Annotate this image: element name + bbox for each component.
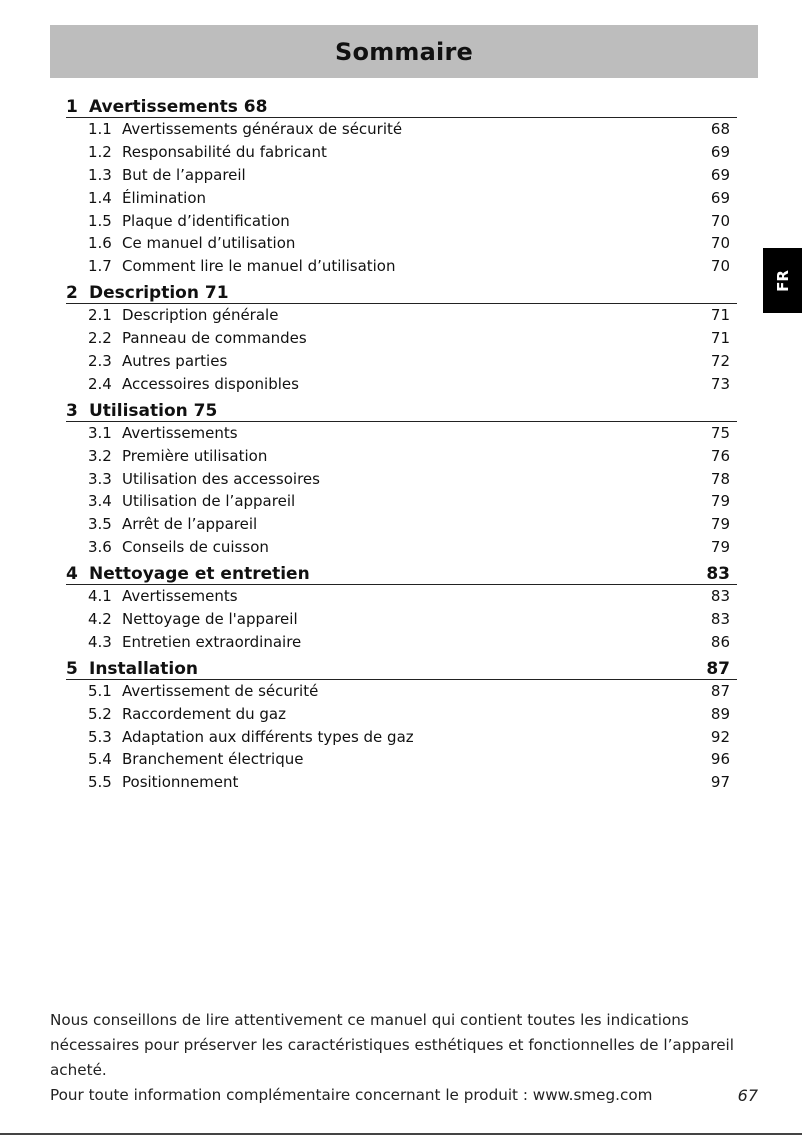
toc-entry-page: 87	[710, 681, 730, 700]
toc-entry-label: Plaque d’identification	[122, 211, 290, 230]
toc-entry-label-group	[88, 513, 257, 536]
section-number: 5	[66, 658, 78, 679]
toc-entry-label: Avertissement de sécurité	[122, 681, 319, 700]
toc-entry-number: 1.1	[88, 120, 112, 138]
toc-entry-number: 5.2	[88, 704, 112, 723]
toc-entry-page: 69	[710, 188, 730, 207]
toc-entry-page: 79	[710, 492, 730, 511]
language-tab-label: FR	[773, 269, 792, 292]
section-items	[66, 304, 737, 396]
toc-entry-label: Adaptation aux différents types de gaz	[122, 727, 414, 746]
toc-entry-number: 1.7	[88, 257, 112, 276]
toc-entry-label-group	[88, 726, 414, 749]
toc-entry[interactable]	[88, 748, 730, 771]
toc-entry-label-group	[88, 304, 278, 327]
footer-contact: Pour toute information complémentaire concernant le produit : www.smeg.com	[50, 1086, 653, 1104]
section-heading[interactable]	[66, 559, 737, 585]
toc-entry[interactable]	[88, 445, 730, 468]
toc-entry-label: Première utilisation	[122, 446, 268, 465]
toc-entry-number: 4.3	[88, 632, 112, 651]
toc-entry-label-group	[88, 118, 402, 141]
toc-entry-page: 75	[710, 423, 730, 442]
toc-entry-number: 1.4	[88, 188, 112, 207]
toc-entry-label: Avertissements	[122, 423, 238, 442]
page-title: Sommaire	[335, 37, 473, 66]
toc-entry[interactable]	[88, 771, 730, 794]
toc-entry-label: Arrêt de l’appareil	[122, 515, 258, 534]
section-number: 2	[66, 283, 78, 304]
toc-entry-page: 71	[710, 329, 730, 348]
section-heading[interactable]	[66, 654, 737, 680]
toc-entry-page: 79	[710, 538, 730, 557]
toc-entry-label-group	[88, 327, 307, 350]
section-number: 1	[66, 97, 78, 117]
footer-note	[50, 1008, 762, 1108]
toc-entry-number: 4.2	[88, 610, 112, 629]
toc-section	[66, 92, 737, 278]
toc-entry-label-group	[88, 771, 238, 794]
toc-entry-label: Utilisation de l’appareil	[122, 492, 296, 511]
toc-entry-number: 3.6	[88, 538, 112, 557]
toc-entry-page: 96	[710, 750, 730, 769]
toc-entry-number: 2.3	[88, 352, 112, 371]
toc-entry-number: 3.4	[88, 492, 112, 511]
title-bar	[50, 25, 758, 78]
toc-entry-label: Comment lire le manuel d’utilisation	[122, 257, 396, 276]
toc-entry-number: 1.3	[88, 165, 112, 184]
section-number: 3	[66, 400, 78, 421]
page-number: 67	[737, 1086, 758, 1105]
toc-entry[interactable]	[88, 350, 730, 373]
toc-entry-page: 70	[710, 234, 730, 253]
section-heading[interactable]	[66, 396, 737, 422]
toc-entry-label-group	[88, 608, 298, 631]
toc-entry[interactable]	[88, 187, 730, 210]
section-page: 83	[706, 564, 730, 585]
toc-section	[66, 654, 737, 794]
toc-entry-number: 5.3	[88, 727, 112, 746]
toc-entry-label: Utilisation des accessoires	[122, 469, 320, 488]
toc-entry[interactable]	[88, 327, 730, 350]
toc-entry-label: Nettoyage de l'appareil	[122, 610, 298, 629]
toc-entry[interactable]	[88, 255, 730, 278]
toc-entry[interactable]	[88, 468, 730, 491]
toc-entry-label-group	[88, 631, 301, 654]
toc-entry-number: 5.5	[88, 773, 112, 792]
toc-entry-number: 3.2	[88, 446, 112, 465]
toc-entry[interactable]	[88, 536, 730, 559]
section-title-group	[66, 564, 310, 584]
toc-entry-number: 2.2	[88, 329, 112, 348]
toc-entry[interactable]	[88, 210, 730, 233]
toc-entry-number: 2.4	[88, 374, 112, 393]
toc-entry-label: Positionnement	[122, 773, 239, 792]
section-items	[66, 422, 737, 559]
toc-entry-label: Raccordement du gaz	[122, 704, 286, 723]
toc-entry-number: 1.5	[88, 211, 112, 230]
toc-entry-number: 5.1	[88, 681, 112, 700]
toc-entry-label: But de l’appareil	[122, 165, 246, 184]
toc-entry-label-group	[88, 422, 238, 445]
toc-entry-number: 1.2	[88, 142, 112, 161]
toc-entry-page: 69	[710, 142, 730, 161]
section-title: Utilisation 75	[89, 400, 218, 421]
toc-entry[interactable]	[88, 608, 730, 631]
section-number: 4	[66, 564, 78, 585]
language-tab	[763, 248, 802, 313]
toc-entry[interactable]	[88, 585, 730, 608]
toc-entry-label-group	[88, 141, 327, 164]
toc-entry-label-group	[88, 536, 269, 559]
toc-entry-label-group	[88, 164, 246, 187]
toc-entry-label: Branchement électrique	[122, 750, 304, 769]
toc-section	[66, 396, 737, 559]
toc-entry-page: 69	[710, 165, 730, 184]
section-title-group	[66, 283, 229, 303]
toc-entry-label-group	[88, 255, 396, 278]
toc-entry[interactable]	[88, 373, 730, 396]
toc-entry-label-group	[88, 468, 320, 491]
toc-entry-page: 83	[710, 610, 730, 629]
toc-entry-label: Entretien extraordinaire	[122, 632, 302, 651]
toc-entry-label: Accessoires disponibles	[122, 374, 299, 393]
toc-entry-label-group	[88, 703, 286, 726]
toc-entry-label: Conseils de cuisson	[122, 538, 269, 557]
section-title-group	[66, 401, 217, 421]
toc-entry-label: Autres parties	[122, 352, 228, 371]
toc-entry-label-group	[88, 232, 295, 255]
toc-entry-number: 3.3	[88, 469, 112, 488]
toc-entry-label: Élimination	[122, 188, 207, 207]
toc-entry-number: 3.1	[88, 423, 112, 442]
toc-entry-number: 1.6	[88, 234, 112, 253]
toc-entry-page: 89	[710, 704, 730, 723]
toc-entry-label-group	[88, 445, 267, 468]
toc-entry[interactable]	[88, 631, 730, 654]
toc-entry-label-group	[88, 373, 299, 396]
toc-entry-label-group	[88, 350, 227, 373]
toc-entry-number: 4.1	[88, 587, 112, 606]
section-title: Installation	[89, 658, 199, 679]
toc-entry[interactable]	[88, 232, 730, 255]
toc-entry-page: 68	[710, 120, 730, 138]
toc-entry-page: 76	[710, 446, 730, 465]
section-heading[interactable]	[66, 92, 737, 118]
toc-entry-page: 78	[710, 469, 730, 488]
toc-section	[66, 559, 737, 654]
toc-entry-label: Avertissements généraux de sécurité	[122, 120, 403, 138]
toc-entry[interactable]	[88, 680, 730, 703]
toc-entry-page: 79	[710, 515, 730, 534]
toc-entry[interactable]	[88, 164, 730, 187]
toc-entry-label-group	[88, 210, 290, 233]
toc-entry[interactable]	[88, 141, 730, 164]
toc-entry-page: 70	[710, 257, 730, 276]
section-items	[66, 585, 737, 654]
toc-entry-page: 72	[710, 352, 730, 371]
toc-entry-page: 70	[710, 211, 730, 230]
section-title: Nettoyage et entretien	[89, 564, 310, 585]
section-page: 87	[706, 658, 730, 679]
toc-entry-page: 71	[710, 306, 730, 325]
toc-entry-page: 92	[710, 727, 730, 746]
bottom-rule	[0, 1133, 802, 1135]
section-title: Avertissements 68	[89, 97, 268, 117]
toc-entry-label-group	[88, 585, 238, 608]
toc-entry[interactable]	[88, 513, 730, 536]
toc-entry[interactable]	[88, 118, 730, 141]
table-of-contents	[66, 92, 737, 794]
toc-entry[interactable]	[88, 490, 730, 513]
toc-entry[interactable]	[88, 703, 730, 726]
toc-entry-number: 3.5	[88, 515, 112, 534]
toc-entry-number: 2.1	[88, 306, 112, 325]
toc-entry-label-group	[88, 680, 318, 703]
section-title: Description 71	[89, 283, 229, 304]
toc-entry-page: 97	[710, 773, 730, 792]
toc-entry-label-group	[88, 748, 303, 771]
section-heading[interactable]	[66, 278, 737, 304]
toc-entry[interactable]	[88, 422, 730, 445]
section-items	[66, 118, 737, 278]
toc-entry[interactable]	[88, 304, 730, 327]
toc-entry-page: 86	[710, 632, 730, 651]
section-title-group	[66, 659, 198, 679]
toc-entry-label: Ce manuel d’utilisation	[122, 234, 296, 253]
section-items	[66, 680, 737, 794]
toc-entry-label-group	[88, 490, 295, 513]
toc-entry-label: Panneau de commandes	[122, 329, 307, 348]
toc-entry-number: 5.4	[88, 750, 112, 769]
section-title-group	[66, 97, 267, 117]
toc-entry-label: Description générale	[122, 306, 279, 325]
toc-entry-label-group	[88, 187, 206, 210]
toc-entry[interactable]	[88, 726, 730, 749]
toc-entry-label: Avertissements	[122, 587, 238, 606]
toc-section	[66, 278, 737, 396]
toc-entry-page: 73	[710, 374, 730, 393]
footer-advice: Nous conseillons de lire attentivement ce manuel qui contient toutes les indications nécessaires pour préserver les caractéristiques esthétiques et fonctionnelles de l’appareil acheté.	[50, 1011, 734, 1079]
toc-entry-page: 83	[710, 587, 730, 606]
toc-entry-label: Responsabilité du fabricant	[122, 142, 327, 161]
